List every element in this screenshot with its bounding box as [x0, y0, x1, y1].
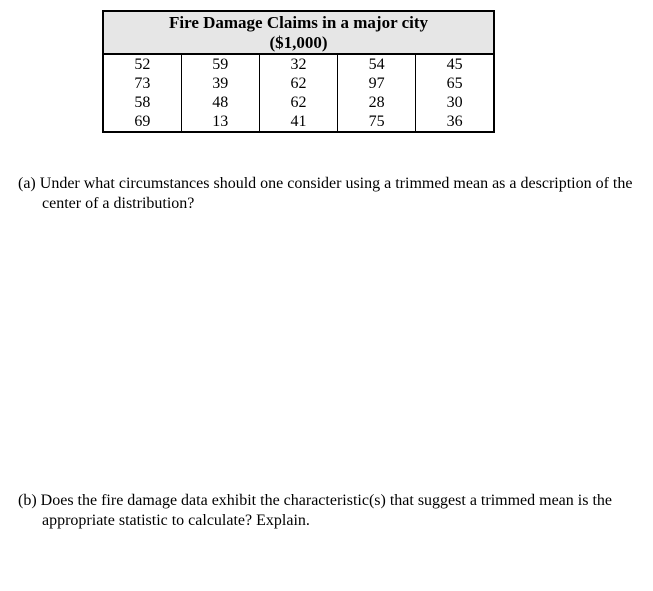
table-cell: 62 [259, 74, 337, 93]
table-cell: 36 [416, 112, 494, 132]
table-title [103, 11, 494, 54]
fire-damage-claims-table [102, 10, 495, 133]
table-cell: 13 [181, 112, 259, 132]
table-cell: 39 [181, 74, 259, 93]
table-cell: 75 [338, 112, 416, 132]
table-cell: 97 [338, 74, 416, 93]
table-cell: 65 [416, 74, 494, 93]
question-b: (b) Does the fire damage data exhibit the characteristic(s) that suggest a trimmed mean is the appropriate statistic to calculate? Explain. [18, 492, 612, 529]
table-cell: 52 [134, 56, 151, 73]
table-row [103, 54, 494, 74]
table-row [103, 93, 494, 112]
table-title-line1: Fire Damage Claims in a major city [168, 13, 429, 32]
table-cell: 59 [181, 54, 259, 74]
table-cell: 58 [134, 94, 151, 111]
table-cell: 32 [259, 54, 337, 74]
table-row [103, 112, 494, 132]
table-title-line2: ($1,000) [269, 33, 328, 52]
table-cell: 62 [259, 93, 337, 112]
question-a: (a) Under what circumstances should one consider using a trimmed mean as a description of the center of a distribution? [18, 175, 633, 212]
table-cell: 54 [338, 54, 416, 74]
table-cell: 41 [259, 112, 337, 132]
table-row [103, 74, 494, 93]
table-cell: 45 [416, 54, 494, 74]
table-cell: 73 [134, 75, 151, 92]
table-header-row [103, 11, 494, 54]
table-cell: 28 [338, 93, 416, 112]
table-cell: 48 [181, 93, 259, 112]
table-cell: 69 [134, 113, 151, 130]
table-cell: 30 [416, 93, 494, 112]
